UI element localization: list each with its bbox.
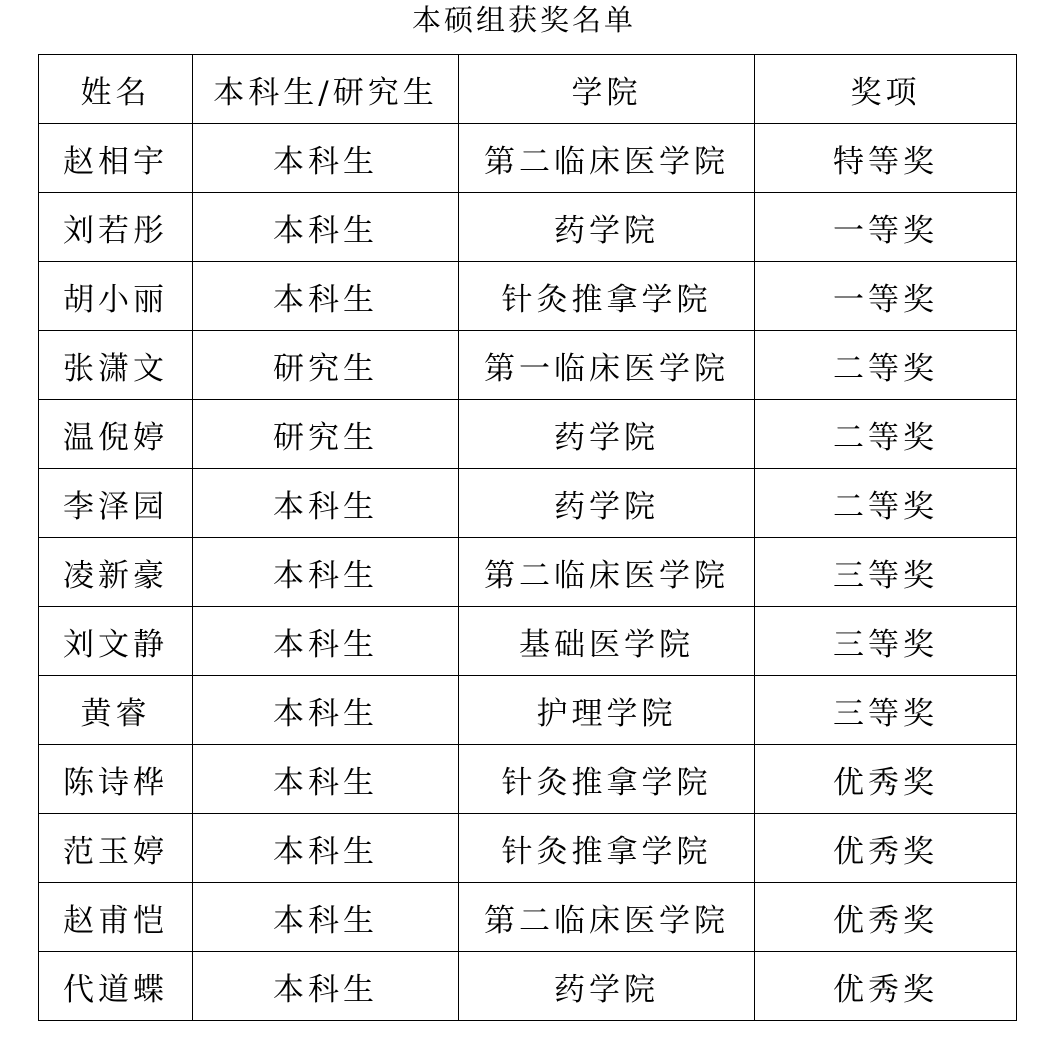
cell-name: 赵甫恺 xyxy=(39,883,193,952)
table-row xyxy=(39,193,1017,262)
cell-award: 特等奖 xyxy=(755,124,1017,193)
cell-college: 药学院 xyxy=(459,193,755,262)
cell-college: 第二临床医学院 xyxy=(459,538,755,607)
table-header xyxy=(39,55,1017,124)
table-row xyxy=(39,745,1017,814)
cell-student-type: 本科生 xyxy=(193,538,459,607)
table-row xyxy=(39,952,1017,1021)
cell-student-type: 研究生 xyxy=(193,331,459,400)
header-row xyxy=(39,55,1017,124)
cell-name: 范玉婷 xyxy=(39,814,193,883)
cell-award: 二等奖 xyxy=(755,331,1017,400)
cell-name: 张潇文 xyxy=(39,331,193,400)
table-row xyxy=(39,814,1017,883)
cell-name: 李泽园 xyxy=(39,469,193,538)
cell-award: 三等奖 xyxy=(755,607,1017,676)
cell-college: 针灸推拿学院 xyxy=(459,745,755,814)
cell-student-type: 本科生 xyxy=(193,193,459,262)
cell-student-type: 本科生 xyxy=(193,883,459,952)
header-college: 学院 xyxy=(459,55,755,124)
cell-name: 刘若彤 xyxy=(39,193,193,262)
cell-college: 针灸推拿学院 xyxy=(459,262,755,331)
cell-award: 一等奖 xyxy=(755,193,1017,262)
cell-name: 赵相宇 xyxy=(39,124,193,193)
cell-student-type: 本科生 xyxy=(193,124,459,193)
header-award: 奖项 xyxy=(755,55,1017,124)
table-row xyxy=(39,883,1017,952)
cell-award: 优秀奖 xyxy=(755,814,1017,883)
cell-award: 二等奖 xyxy=(755,400,1017,469)
cell-college: 针灸推拿学院 xyxy=(459,814,755,883)
cell-student-type: 本科生 xyxy=(193,952,459,1021)
table-row xyxy=(39,538,1017,607)
table-body xyxy=(39,124,1017,1021)
cell-student-type: 本科生 xyxy=(193,676,459,745)
cell-award: 一等奖 xyxy=(755,262,1017,331)
cell-college: 药学院 xyxy=(459,952,755,1021)
cell-college: 第二临床医学院 xyxy=(459,883,755,952)
cell-student-type: 本科生 xyxy=(193,745,459,814)
cell-award: 三等奖 xyxy=(755,676,1017,745)
cell-student-type: 研究生 xyxy=(193,400,459,469)
cell-college: 药学院 xyxy=(459,469,755,538)
table-row xyxy=(39,676,1017,745)
cell-award: 二等奖 xyxy=(755,469,1017,538)
cell-student-type: 本科生 xyxy=(193,814,459,883)
cell-award: 三等奖 xyxy=(755,538,1017,607)
cell-award: 优秀奖 xyxy=(755,745,1017,814)
cell-name: 刘文静 xyxy=(39,607,193,676)
cell-name: 凌新豪 xyxy=(39,538,193,607)
cell-name: 代道蝶 xyxy=(39,952,193,1021)
cell-student-type: 本科生 xyxy=(193,262,459,331)
cell-student-type: 本科生 xyxy=(193,469,459,538)
page-title: 本硕组获奖名单 xyxy=(411,3,636,37)
cell-college: 护理学院 xyxy=(459,676,755,745)
award-table xyxy=(38,54,1017,1021)
table-row xyxy=(39,331,1017,400)
cell-name: 黄睿 xyxy=(39,676,193,745)
cell-student-type: 本科生 xyxy=(193,607,459,676)
cell-award: 优秀奖 xyxy=(755,952,1017,1021)
table-row xyxy=(39,607,1017,676)
header-student-type: 本科生/研究生 xyxy=(193,55,459,124)
table-row xyxy=(39,262,1017,331)
cell-college: 药学院 xyxy=(459,400,755,469)
cell-college: 基础医学院 xyxy=(459,607,755,676)
cell-award: 优秀奖 xyxy=(755,883,1017,952)
cell-name: 胡小丽 xyxy=(39,262,193,331)
header-name: 姓名 xyxy=(39,55,193,124)
cell-name: 陈诗桦 xyxy=(39,745,193,814)
cell-name: 温倪婷 xyxy=(39,400,193,469)
cell-college: 第一临床医学院 xyxy=(459,331,755,400)
table-row xyxy=(39,400,1017,469)
table-row xyxy=(39,124,1017,193)
cell-college: 第二临床医学院 xyxy=(459,124,755,193)
table-row xyxy=(39,469,1017,538)
